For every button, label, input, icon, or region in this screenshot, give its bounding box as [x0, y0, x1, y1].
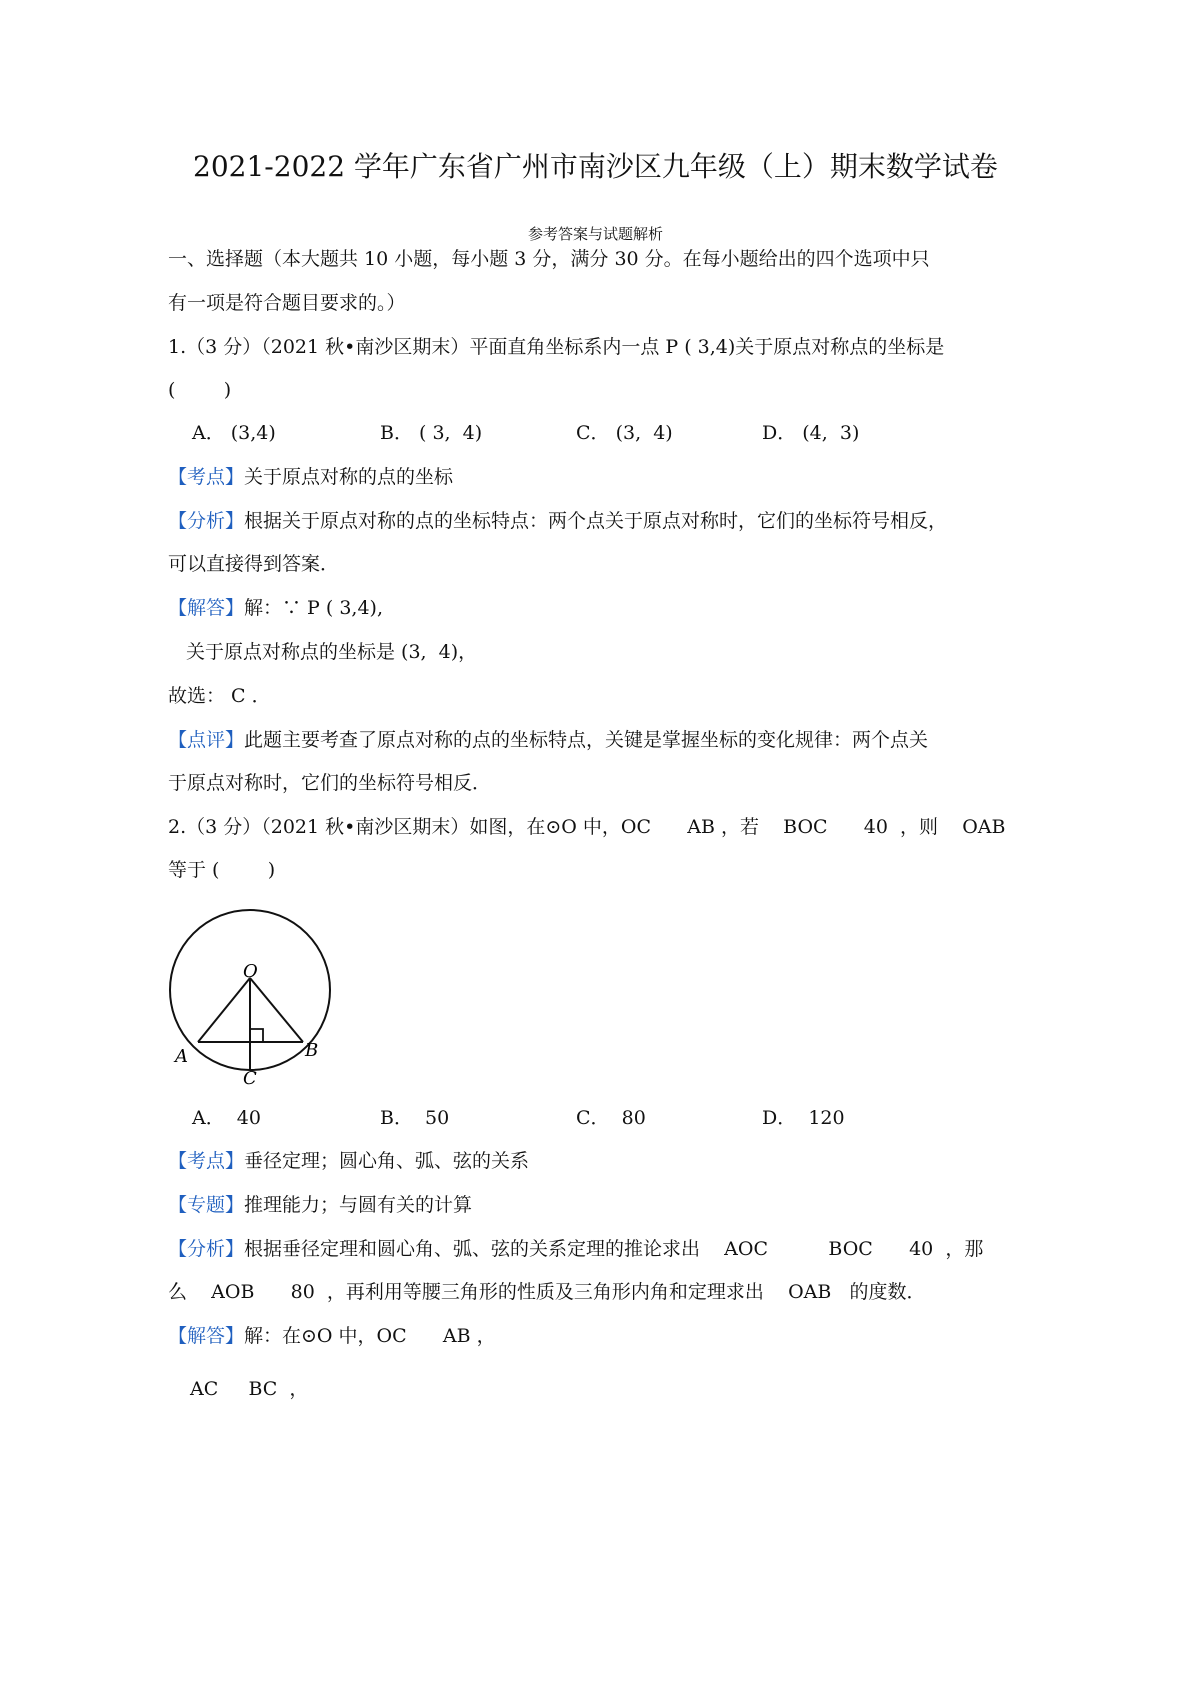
q1-fenxi-tag: 【分析】 [168, 510, 245, 532]
q2-jieda-tag: 【解答】 [168, 1325, 245, 1347]
q1-jieda-line2: 关于原点对称点的坐标是 (3, 4)， [186, 641, 478, 663]
label-c: C [243, 1068, 257, 1089]
label-b: B [305, 1040, 319, 1061]
q1-option-c: C． (3, 4) [576, 422, 673, 444]
section-heading-line2: 有一项是符合题目要求的。） [168, 292, 406, 314]
q2-fenxi-tag: 【分析】 [168, 1238, 245, 1260]
q1-jieda-line1 [168, 597, 383, 619]
q2-option-c: C． 80 [576, 1107, 646, 1129]
q1-fenxi-line2: 可以直接得到答案． [168, 553, 340, 575]
q1-dianping-line2: 于原点对称时，它们的坐标符号相反． [168, 772, 492, 794]
q1-option-a: A． (3,4) [192, 422, 276, 444]
q2-kaodian [168, 1150, 529, 1172]
q1-kaodian [168, 466, 453, 488]
q2-zhuanti [168, 1194, 472, 1216]
section-heading-line1: 一、选择题（本大题共 10 小题，每小题 3 分，满分 30 分。在每小题给出的四个选项中只 [168, 248, 930, 270]
q2-stem-line2: 等于 ( ) [168, 859, 276, 881]
label-o: O [243, 961, 258, 982]
q1-fenxi-text1: 根据关于原点对称的点的坐标特点：两个点关于原点对称时，它们的坐标符号相反， [244, 510, 948, 532]
q1-jieda-line3: 故选： C ． [168, 685, 271, 707]
q1-option-b: B． ( 3, 4) [380, 422, 483, 444]
q2-option-a: A． 40 [192, 1107, 261, 1129]
q2-zhuanti-tag: 【专题】 [168, 1194, 245, 1216]
q1-kaodian-text: 关于原点对称的点的坐标 [244, 466, 454, 488]
q1-dianping-line1 [168, 729, 928, 751]
q2-zhuanti-text: 推理能力；与圆有关的计算 [244, 1194, 473, 1216]
right-angle-mark [250, 1029, 263, 1042]
q1-jieda-tag: 【解答】 [168, 597, 245, 619]
q1-stem-line2: ( ) [168, 379, 232, 401]
label-a: A [175, 1046, 188, 1067]
q1-dianping-tag: 【点评】 [168, 729, 245, 751]
document-title: 2021-2022 学年广东省广州市南沙区九年级（上）期末数学试卷 [193, 150, 998, 183]
q1-option-d: D． (4, 3) [762, 422, 860, 444]
q2-kaodian-text: 垂径定理；圆心角、弧、弦的关系 [244, 1150, 530, 1172]
q1-fenxi-line1 [168, 510, 947, 532]
q2-jieda-line1 [168, 1325, 496, 1347]
q2-option-b: B． 50 [380, 1107, 450, 1129]
circle-diagram [160, 902, 350, 1092]
q2-jieda-line2: AC BC ， [190, 1378, 309, 1400]
q2-fenxi-line1 [168, 1238, 983, 1260]
segment-oa [198, 978, 250, 1042]
q1-stem-line1: 1.（3 分）（2021 秋•南沙区期末）平面直角坐标系内一点 P ( 3,4)关于原点对称点的坐标是 [168, 336, 945, 358]
q2-jieda-text1: 解：在⊙O 中，OC AB ， [244, 1325, 496, 1347]
q1-kaodian-tag: 【考点】 [168, 466, 245, 488]
segment-ob [250, 978, 303, 1042]
q2-option-d: D． 120 [762, 1107, 845, 1129]
q2-kaodian-tag: 【考点】 [168, 1150, 245, 1172]
q2-fenxi-text1: 根据垂径定理和圆心角、弧、弦的关系定理的推论求出 AOC BOC 40 ，那 [244, 1238, 984, 1260]
q2-fenxi-line2: 么 AOB 80 ，再利用等腰三角形的性质及三角形内角和定理求出 OAB 的度数． [168, 1281, 926, 1303]
q1-jieda-text1: 解：∵ P ( 3,4), [244, 597, 383, 619]
q2-stem-line1: 2.（3 分）（2021 秋•南沙区期末）如图，在⊙O 中，OC AB ，若 BOC 40 ，则 OAB [168, 816, 1006, 838]
document-subtitle: 参考答案与试题解析 [527, 225, 663, 243]
q1-dianping-text1: 此题主要考查了原点对称的点的坐标特点，关键是掌握坐标的变化规律：两个点关 [244, 729, 929, 751]
